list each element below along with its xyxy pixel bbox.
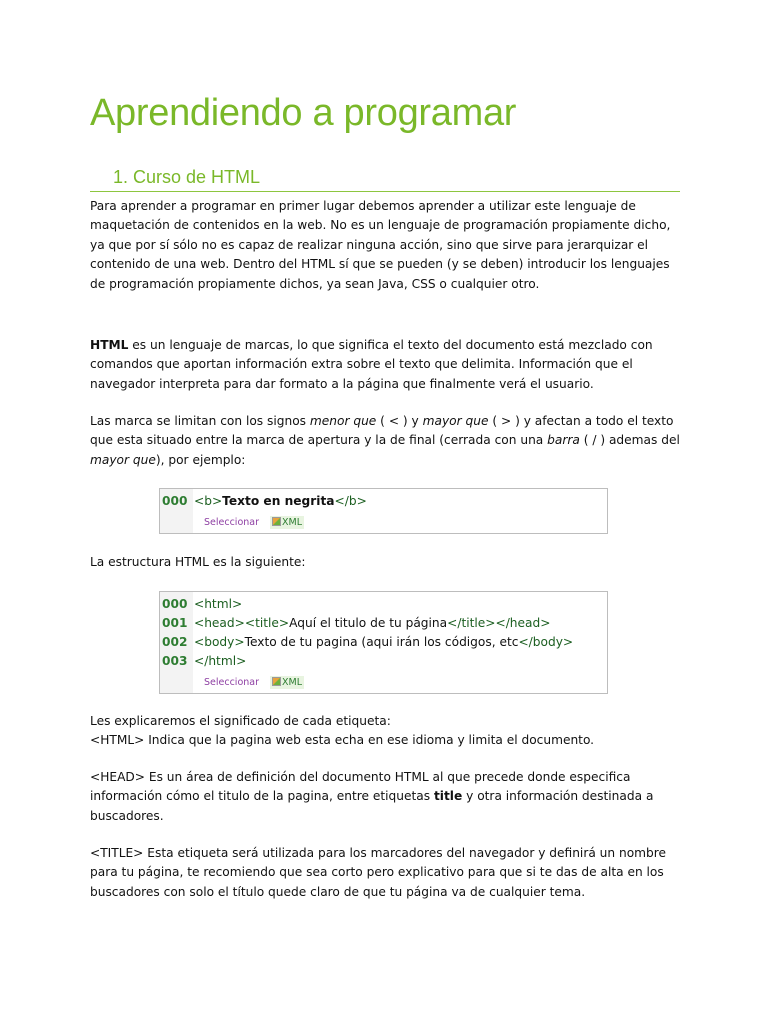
line-number: 001 bbox=[162, 616, 188, 630]
code-toolbar bbox=[204, 516, 304, 529]
line-number: 003 bbox=[162, 654, 188, 668]
line-number: 000 bbox=[162, 597, 188, 611]
explain-intro: Les explicaremos el significado de cada etiqueta: bbox=[90, 714, 391, 728]
html-definition-paragraph: HTML es un lenguaje de marcas, lo que significa el texto del documento está mezclado con comandos que aportan información extra sobre el texto que delimita. Información que el navegador interpreta para dar formato a la página que finalmente verá el usuario. bbox=[90, 338, 653, 391]
xml-view-button[interactable]: XML bbox=[270, 676, 304, 689]
xml-file-icon bbox=[272, 517, 281, 526]
code-text: <body>Texto de tu pagina (aqui irán los códigos, etc</body> bbox=[194, 635, 574, 649]
select-code-link[interactable]: Seleccionar bbox=[204, 517, 260, 528]
structure-intro: La estructura HTML es la siguiente: bbox=[90, 555, 306, 569]
select-code-link[interactable]: Seleccionar bbox=[204, 677, 260, 688]
code-text: <head><title>Aquí el titulo de tu página</title></head> bbox=[194, 616, 551, 630]
code-text: <b>Texto en negrita</b> bbox=[194, 494, 367, 508]
xml-file-icon bbox=[272, 677, 281, 686]
code-text: <html> bbox=[194, 597, 243, 611]
code-example-structure bbox=[159, 591, 608, 694]
html-tag-description: <HTML> Indica que la pagina web esta echa en ese idioma y limita el documento. bbox=[90, 733, 595, 747]
html-term: HTML bbox=[90, 338, 129, 352]
code-example-bold bbox=[159, 488, 608, 534]
head-tag-description: <HEAD> Es un área de definición del documento HTML al que precede donde especifica información cómo el titulo de la pagina, entre etiquetas title y otra información destinada a buscadores. bbox=[90, 770, 654, 823]
section-heading-text: 1. Curso de HTML bbox=[113, 167, 261, 187]
line-number: 000 bbox=[162, 494, 188, 508]
marks-paragraph: Las marca se limitan con los signos menor que ( < ) y mayor que ( > ) y afectan a todo el texto que esta situado entre la marca de apertura y la de final (cerrada con una barra ( / ) ademas del mayor que), por ejemplo: bbox=[90, 414, 680, 467]
intro-paragraph: Para aprender a programar en primer lugar debemos aprender a utilizar este lenguaje de maquetación de contenidos en la web. No es un lenguaje de programación propiamente dicho, ya que por sí sólo no es capaz de realizar ninguna acción, sino que sirve para jerarquizar el contenido de una web. Dentro del HTML sí que se pueden (y se deben) introducir los lenguajes de programación propiamente dichos, ya sean Java, CSS o cualquier otro. bbox=[90, 199, 671, 291]
document-title: Aprendiendo a programar bbox=[90, 92, 517, 134]
code-toolbar bbox=[204, 676, 304, 689]
section-heading bbox=[90, 165, 680, 192]
title-tag-description: <TITLE> Esta etiqueta será utilizada para los marcadores del navegador y definirá un nombre para tu página, te recomiendo que sea corto pero explicativo para que si te das de alta en los buscadores con solo el título quede claro de que tu página va de cualquier tema. bbox=[90, 846, 667, 899]
line-number: 002 bbox=[162, 635, 188, 649]
xml-view-button[interactable]: XML bbox=[270, 516, 304, 529]
code-text: </html> bbox=[194, 654, 247, 668]
